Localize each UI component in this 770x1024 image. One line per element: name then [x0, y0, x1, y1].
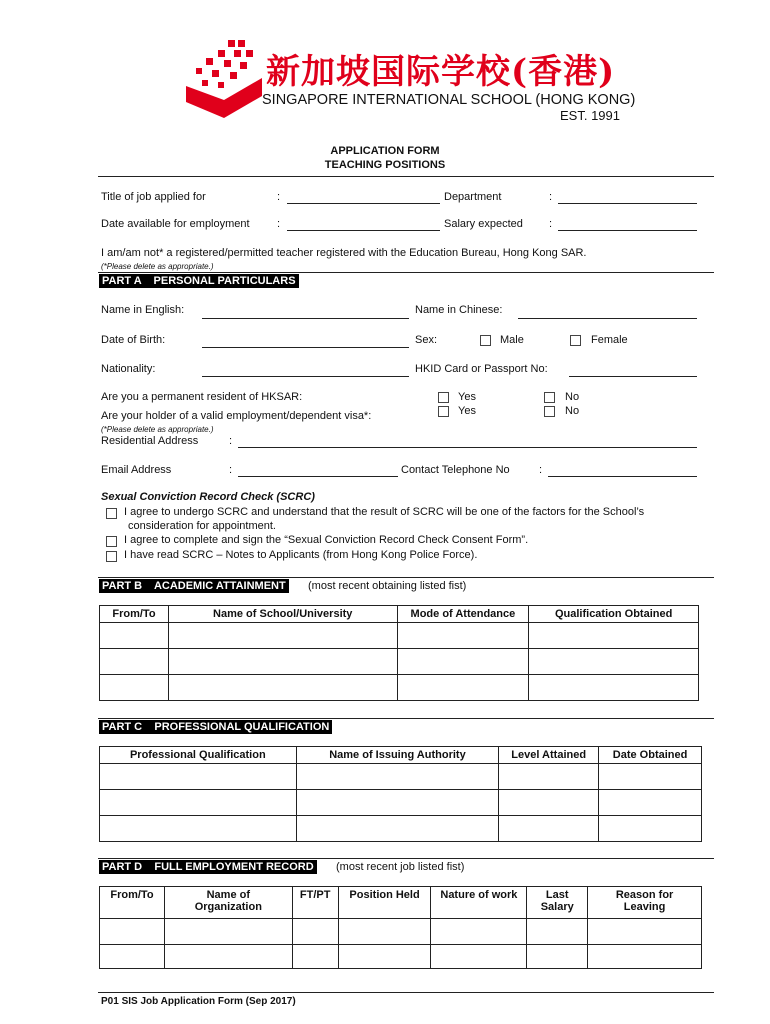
teacher-statement: I am/am not* a registered/permitted teacher registered with the Education Bureau, Hong Kong SAR.: [101, 247, 587, 259]
table-row[interactable]: [100, 790, 702, 816]
dob-field[interactable]: [202, 347, 409, 348]
scrc-checkbox-2[interactable]: [106, 536, 117, 547]
scrc-item-1-continued: consideration for appointment.: [128, 520, 276, 532]
column-header: FT/PT: [292, 887, 338, 919]
name-english-label: Name in English:: [101, 304, 185, 316]
column-header: Professional Qualification: [100, 747, 297, 764]
column-header: Reason for Leaving: [588, 887, 702, 919]
column-header: Level Attained: [499, 747, 599, 764]
phone-label: Contact Telephone No: [401, 464, 510, 476]
hkid-field[interactable]: [569, 376, 697, 377]
column-header: Qualification Obtained: [529, 606, 699, 623]
column-header: Mode of Attendance: [397, 606, 529, 623]
nationality-label: Nationality:: [101, 363, 156, 375]
column-header: From/To: [100, 606, 169, 623]
table-header-row: [100, 747, 702, 764]
column-header: Date Obtained: [599, 747, 702, 764]
table-header-row: [100, 887, 702, 919]
form-subtitle: TEACHING POSITIONS: [324, 159, 446, 171]
delete-note: (*Please delete as appropriate.): [101, 262, 214, 271]
table-row[interactable]: [100, 675, 699, 701]
job-colon: :: [277, 191, 281, 203]
permanent-no-label: No: [565, 391, 580, 403]
address-colon: :: [229, 435, 233, 447]
phone-colon: :: [539, 464, 543, 476]
job-colon: :: [549, 191, 553, 203]
delete-note: (*Please delete as appropriate.): [101, 425, 214, 434]
column-header: Name of Issuing Authority: [296, 747, 499, 764]
scrc-checkbox-3[interactable]: [106, 551, 117, 562]
department-field[interactable]: [558, 203, 697, 204]
column-header: From/To: [100, 887, 165, 919]
female-checkbox[interactable]: [570, 335, 581, 346]
logo-mark-icon: [184, 38, 264, 118]
scrc-item-2-text: I agree to complete and sign the “Sexual Conviction Record Check Consent Form”.: [124, 534, 529, 546]
column-header: Last Salary: [527, 887, 588, 919]
logo-chinese-name: 新加坡国际学校(香港): [266, 52, 616, 92]
part-d-header: PART D FULL EMPLOYMENT RECORD: [99, 860, 317, 874]
visa-no-checkbox[interactable]: [544, 406, 555, 417]
school-logo: [180, 30, 640, 130]
job-title-label: Title of job applied for: [101, 191, 206, 203]
table-row[interactable]: [100, 919, 702, 945]
name-chinese-field[interactable]: [518, 318, 697, 319]
job-title-field[interactable]: [287, 203, 440, 204]
table-header-row: [100, 606, 699, 623]
employment-table: [99, 886, 702, 969]
part-b-suffix: (most recent obtaining listed fist): [308, 580, 467, 592]
table-row[interactable]: [100, 816, 702, 842]
footer-text: P01 SIS Job Application Form (Sep 2017): [101, 996, 296, 1007]
address-field[interactable]: [238, 447, 697, 448]
dob-label: Date of Birth:: [101, 334, 166, 346]
nationality-field[interactable]: [202, 376, 409, 377]
permanent-no-checkbox[interactable]: [544, 392, 555, 403]
title-rule: [98, 176, 714, 177]
department-label: Department: [444, 191, 502, 203]
scrc-item-3[interactable]: [106, 549, 477, 562]
scrc-heading: Sexual Conviction Record Check (SCRC): [101, 491, 315, 503]
table-row[interactable]: [100, 945, 702, 969]
part-b-header: PART B ACADEMIC ATTAINMENT: [99, 579, 289, 593]
part-d-suffix: (most recent job listed fist): [336, 861, 465, 873]
column-header: Name of School/University: [168, 606, 397, 623]
male-label: Male: [500, 334, 524, 346]
scrc-item-1-text: I agree to undergo SCRC and understand that the result of SCRC will be one of the factors for the School’s: [124, 506, 645, 518]
permanent-resident-label: Are you a permanent resident of HKSAR:: [101, 391, 303, 403]
email-label: Email Address: [101, 464, 172, 476]
column-header: Name of Organization: [164, 887, 292, 919]
job-colon: :: [549, 218, 553, 230]
male-checkbox[interactable]: [480, 335, 491, 346]
table-row[interactable]: [100, 649, 699, 675]
scrc-checkbox-1[interactable]: [106, 508, 117, 519]
female-label: Female: [591, 334, 628, 346]
scrc-item-1[interactable]: [106, 506, 644, 519]
hkid-label: HKID Card or Passport No:: [415, 363, 548, 375]
footer-rule: [98, 992, 714, 993]
form-title: APPLICATION FORM: [330, 145, 440, 157]
visa-yes-label: Yes: [458, 405, 476, 417]
salary-label: Salary expected: [444, 218, 523, 230]
visa-label: Are your holder of a valid employment/dependent visa*:: [101, 410, 372, 422]
part-b-rule: [98, 577, 714, 578]
salary-field[interactable]: [558, 230, 697, 231]
table-row[interactable]: [100, 764, 702, 790]
scrc-item-2[interactable]: [106, 534, 528, 547]
part-c-rule: [98, 718, 714, 719]
part-c-header: PART C PROFESSIONAL QUALIFICATION: [99, 720, 332, 734]
logo-english-name: SINGAPORE INTERNATIONAL SCHOOL (HONG KONG): [262, 92, 636, 108]
email-colon: :: [229, 464, 233, 476]
academic-table: [99, 605, 699, 701]
phone-field[interactable]: [548, 476, 697, 477]
column-header: Position Held: [338, 887, 431, 919]
permanent-yes-label: Yes: [458, 391, 476, 403]
job-colon: :: [277, 218, 281, 230]
part-d-rule: [98, 858, 714, 859]
visa-no-label: No: [565, 405, 580, 417]
column-header: Nature of work: [431, 887, 527, 919]
scrc-item-3-text: I have read SCRC – Notes to Applicants (from Hong Kong Police Force).: [124, 549, 478, 561]
part-a-rule: [98, 272, 714, 273]
name-chinese-label: Name in Chinese:: [415, 304, 503, 316]
date-available-label: Date available for employment: [101, 218, 250, 230]
logo-established: EST. 1991: [560, 108, 620, 123]
email-field[interactable]: [238, 476, 398, 477]
table-row[interactable]: [100, 623, 699, 649]
date-available-field[interactable]: [287, 230, 440, 231]
visa-yes-checkbox[interactable]: [438, 406, 449, 417]
professional-table: [99, 746, 702, 842]
part-a-header: PART A PERSONAL PARTICULARS: [99, 274, 299, 288]
permanent-yes-checkbox[interactable]: [438, 392, 449, 403]
sex-label: Sex:: [415, 334, 438, 346]
name-english-field[interactable]: [202, 318, 409, 319]
address-label: Residential Address: [101, 435, 199, 447]
